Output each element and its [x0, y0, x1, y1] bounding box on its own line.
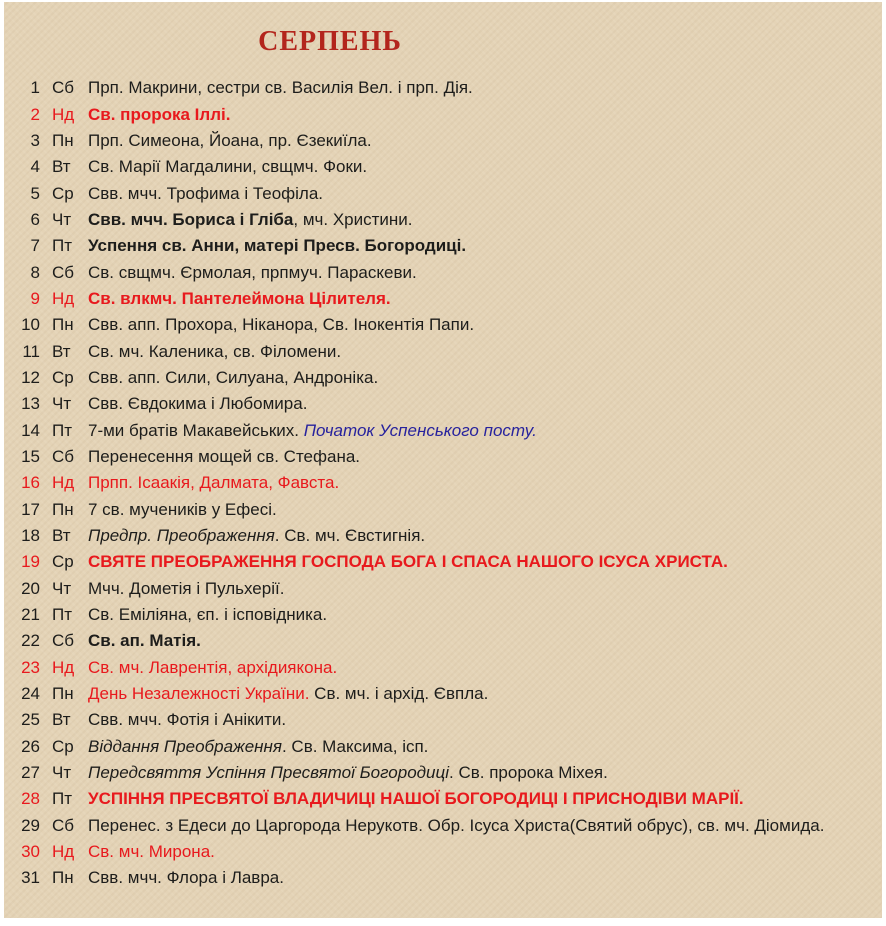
calendar-day-row [0, 734, 886, 760]
day-of-week: Сб [52, 815, 75, 835]
day-feasts [88, 816, 886, 836]
feast-text-segment: Св. Марії Магдалини, свщмч. Фоки. [88, 157, 368, 177]
day-number: 9 [30, 288, 40, 308]
calendar-day-row [0, 602, 886, 628]
day-number: 16 [21, 473, 40, 493]
calendar-day-row [0, 154, 886, 180]
calendar-day-row [0, 470, 886, 496]
day-of-week: Ср [52, 552, 74, 572]
day-of-week: Чт [52, 394, 72, 414]
day-number: 20 [21, 578, 40, 598]
day-feasts [88, 526, 886, 546]
day-of-week: Вт [52, 526, 71, 546]
day-of-week: Чт [52, 209, 72, 229]
day-feasts [88, 421, 886, 441]
day-feasts [88, 473, 886, 493]
calendar-day-row [0, 233, 886, 259]
calendar-day-row [0, 628, 886, 654]
day-of-week: Пт [52, 789, 73, 809]
day-feasts [88, 131, 886, 151]
feast-text-segment: Перенес. з Едеси до Царгорода Нерукотв. Обр. Ісуса Христа(Святий обрус), св. мч. Діомида. [88, 815, 825, 835]
feast-text-segment: День Незалежності України. [88, 684, 310, 704]
feast-text-segment: Прп. Макрини, сестри св. Василія Вел. і прп. Дія. [88, 78, 473, 98]
day-feasts [88, 868, 886, 888]
calendar-day-row [0, 101, 886, 127]
day-number: 25 [21, 710, 40, 730]
feast-text-segment: Св. ап. Матія. [88, 631, 201, 651]
day-number: 15 [21, 446, 40, 466]
day-number: 4 [30, 157, 40, 177]
day-number: 12 [21, 367, 40, 387]
feast-text-segment: Прп. Симеона, Йоана, пр. Єзекиїла. [88, 130, 372, 150]
day-number: 13 [21, 394, 40, 414]
day-of-week: Сб [52, 631, 75, 651]
calendar-day-row [0, 707, 886, 733]
day-of-week: Чт [52, 578, 72, 598]
calendar-day-row [0, 180, 886, 206]
feast-text-segment: Св. влкмч. Пантелеймона Цілителя. [88, 288, 391, 308]
day-of-week: Сб [52, 78, 75, 98]
day-number: 6 [30, 209, 40, 229]
day-of-week: Пн [52, 315, 74, 335]
day-number: 5 [30, 183, 40, 203]
day-of-week: Чт [52, 763, 72, 783]
feast-text-segment: Свв. Євдокима і Любомира. [88, 394, 308, 414]
feast-text-segment: Передсвяття Успіння Пресвятої Богородиці [88, 763, 450, 783]
day-feasts [88, 315, 886, 335]
day-of-week: Нд [52, 288, 75, 308]
day-number: 1 [30, 78, 40, 98]
feast-text-segment: Свв. апп. Прохора, Ніканора, Св. Інокентія Папи. [88, 315, 475, 335]
day-number: 3 [30, 130, 40, 150]
day-of-week: Вт [52, 157, 71, 177]
feast-text-segment: Св. свщмч. Єрмолая, прпмуч. Параскеви. [88, 262, 417, 282]
feast-text-segment: Св. мч. Мирона. [88, 842, 215, 862]
day-number: 19 [21, 552, 40, 572]
day-number: 7 [30, 236, 40, 256]
day-number: 27 [21, 763, 40, 783]
feast-text-segment: . Св. мч. Євстигнія. [274, 526, 426, 546]
day-feasts [88, 737, 886, 757]
day-of-week: Нд [52, 657, 75, 677]
day-of-week: Пт [52, 420, 73, 440]
feast-text-segment: Прпп. Ісаакія, Далмата, Фавста. [88, 473, 340, 493]
day-feasts [88, 552, 886, 572]
day-feasts [88, 394, 886, 414]
day-number: 18 [21, 526, 40, 546]
feast-text-segment: Св. Еміліяна, єп. і ісповідника. [88, 605, 328, 625]
day-of-week: Пт [52, 605, 73, 625]
day-feasts [88, 763, 886, 783]
day-number: 21 [21, 605, 40, 625]
day-of-week: Пн [52, 499, 74, 519]
feast-text-segment: 7 св. мучеників у Ефесі. [88, 499, 277, 519]
calendar-day-row [0, 549, 886, 575]
feast-text-segment: Свв. апп. Сили, Силуана, Андроніка. [88, 367, 379, 387]
day-number: 17 [21, 499, 40, 519]
calendar-day-row [0, 75, 886, 101]
day-of-week: Пн [52, 684, 74, 704]
calendar-day-row [0, 417, 886, 443]
day-of-week: Сб [52, 446, 75, 466]
calendar-day-row [0, 259, 886, 285]
feast-text-segment: Свв. мчч. Фотія і Анікити. [88, 710, 287, 730]
feast-text-segment: Мчч. Дометія і Пульхерії. [88, 578, 285, 598]
feast-text-segment: Віддання Преображення [88, 736, 282, 756]
day-of-week: Ср [52, 183, 74, 203]
feast-text-segment: Св. мч. Лаврентія, архідиякона. [88, 657, 338, 677]
feast-text-segment: Початок Успенського посту. [303, 420, 537, 440]
calendar-day-row [0, 286, 886, 312]
day-number: 11 [22, 341, 40, 361]
day-feasts [88, 78, 886, 98]
feast-text-segment: 7-ми братів Макавейських. [88, 420, 304, 440]
day-of-week: Нд [52, 842, 75, 862]
day-number: 28 [21, 789, 40, 809]
calendar-day-row [0, 338, 886, 364]
feast-text-segment: Успення св. Анни, матері Пресв. Богородиці. [88, 236, 467, 256]
day-feasts [88, 157, 886, 177]
day-feasts [88, 658, 886, 678]
day-of-week: Нд [52, 473, 75, 493]
day-feasts [88, 631, 886, 651]
day-number: 23 [21, 657, 40, 677]
day-feasts [88, 184, 886, 204]
day-feasts [88, 447, 886, 467]
feast-text-segment: СВЯТЕ ПРЕОБРАЖЕННЯ ГОСПОДА БОГА І СПАСА НАШОГО ІСУСА ХРИСТА. [88, 552, 728, 572]
calendar-days [0, 75, 886, 892]
day-feasts [88, 579, 886, 599]
day-of-week: Пн [52, 868, 74, 888]
day-feasts [88, 342, 886, 362]
calendar-day-row [0, 813, 886, 839]
calendar-day-row [0, 391, 886, 417]
day-of-week: Ср [52, 367, 74, 387]
day-number: 26 [21, 736, 40, 756]
calendar-day-row [0, 865, 886, 891]
day-number: 31 [21, 868, 40, 888]
day-of-week: Пт [52, 236, 73, 256]
calendar-day-row [0, 128, 886, 154]
day-feasts [88, 789, 886, 809]
day-feasts [88, 236, 886, 256]
feast-text-segment: Свв. мчч. Флора і Лавра. [88, 868, 284, 888]
feast-text-segment: Перенесення мощей св. Стефана. [88, 446, 361, 466]
day-feasts [88, 684, 886, 704]
calendar-day-row [0, 786, 886, 812]
calendar-day-row [0, 760, 886, 786]
day-number: 8 [30, 262, 40, 282]
day-of-week: Нд [52, 104, 75, 124]
day-feasts [88, 263, 886, 283]
calendar-day-row [0, 312, 886, 338]
day-of-week: Вт [52, 341, 71, 361]
day-feasts [88, 210, 886, 230]
calendar-day-row [0, 365, 886, 391]
calendar-day-row [0, 839, 886, 865]
feast-text-segment: УСПІННЯ ПРЕСВЯТОЇ ВЛАДИЧИЦІ НАШОЇ БОГОРОДИЦІ І ПРИСНОДІВИ МАРІЇ. [88, 789, 744, 809]
day-number: 22 [21, 631, 40, 651]
calendar-day-row [0, 523, 886, 549]
feast-text-segment: Св. мч. Каленика, св. Філомени. [88, 341, 342, 361]
day-number: 14 [21, 420, 40, 440]
day-feasts [88, 500, 886, 520]
feast-text-segment: Предпр. Преображення [88, 526, 275, 546]
day-feasts [88, 105, 886, 125]
day-of-week: Ср [52, 736, 74, 756]
feast-text-segment: Свв. мчч. Трофима і Теофіла. [88, 183, 324, 203]
day-of-week: Вт [52, 710, 71, 730]
day-feasts [88, 710, 886, 730]
day-feasts [88, 289, 886, 309]
day-feasts [88, 842, 886, 862]
day-number: 10 [21, 315, 40, 335]
day-number: 24 [21, 684, 40, 704]
day-of-week: Пн [52, 130, 74, 150]
feast-text-segment: . Св. пророка Міхея. [449, 763, 608, 783]
calendar-day-row [0, 497, 886, 523]
day-feasts [88, 605, 886, 625]
calendar-day-row [0, 207, 886, 233]
day-of-week: Сб [52, 262, 75, 282]
month-title: СЕРПЕНЬ [258, 26, 402, 57]
feast-text-segment: . Св. Максима, ісп. [281, 736, 429, 756]
day-number: 2 [30, 104, 40, 124]
calendar-day-row [0, 444, 886, 470]
feast-text-segment: Св. мч. і архід. Євпла. [309, 684, 489, 704]
calendar-day-row [0, 655, 886, 681]
day-number: 29 [21, 815, 40, 835]
feast-text-segment: Св. пророка Іллі. [88, 104, 231, 124]
day-feasts [88, 368, 886, 388]
calendar-day-row [0, 681, 886, 707]
feast-text-segment: Свв. мчч. Бориса і Гліба [88, 209, 294, 229]
day-number: 30 [21, 842, 40, 862]
calendar-day-row [0, 576, 886, 602]
feast-text-segment: , мч. Христини. [293, 209, 413, 229]
